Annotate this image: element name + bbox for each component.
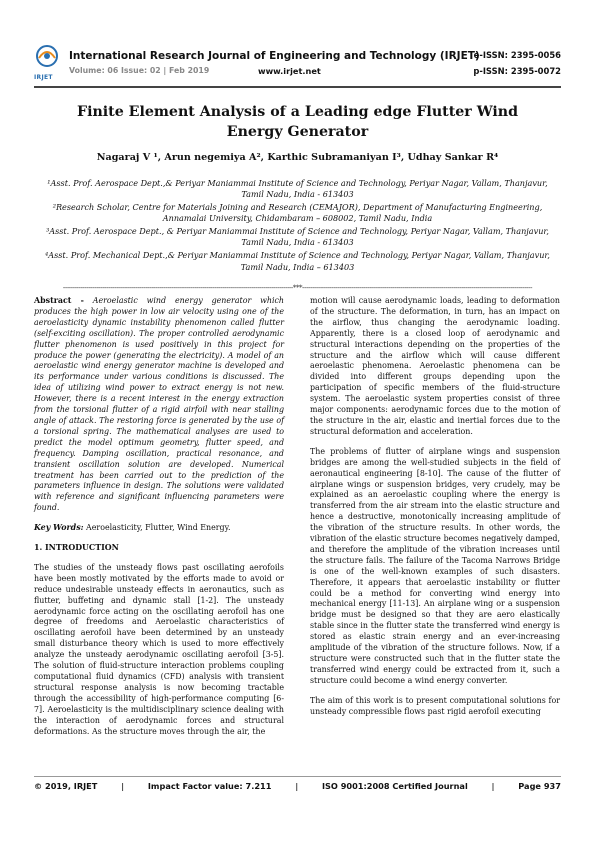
journal-title: International Research Journal of Engineering and Technology (IRJET) [69,50,480,62]
journal-website-link[interactable]: www.irjet.net [258,66,321,76]
footer-rule [34,776,561,777]
right-paragraph-1: motion will cause aerodynamic loads, leading to deformation of the structure. The deformation, in turn, has an impact on the airflow, thus changing the aerodynamic loading. Apparently, there is a closed loop of aerodynamic and structural interactions depending on the properties of the structure and the airflow which will cause different aeroelastic phenomena. Aeroelastic phenomena can be divided into different groups depending upon the participation of specific members of the fluid-structure system. The aeroelastic system properties consist of three major components: aerodynamic forces due to the motion of the structure in the air, elastic and inertial forces due to the structural deformation and acceleration. [310,296,560,436]
copyright: © 2019, IRJET [34,781,98,791]
logo-text: IRJET [34,74,53,81]
intro-heading: 1. INTRODUCTION [34,543,119,553]
affiliation-3: ³Asst. Prof. Aerospace Dept., & Periyar Maniammai Institute of Science and Technology, Periyar Nagar, Vallam, Thanjavur, Tamil Nadu, India - 613403 [46,226,549,248]
keywords [34,523,284,534]
affiliation-1: ¹Asst. Prof. Aerospace Dept.,& Periyar Maniammai Institute of Science and Technology, Periyar Nagar, Vallam, Thanjavur, Tamil Nadu, India - 613403 [47,178,548,200]
keywords-label: Key Words: [34,523,84,533]
intro-paragraph: The studies of the unsteady flows past oscillating aerofoils have been mostly motivated by the efforts made to avoid or reduce undesirable unsteady effects in aeronautics, such as flutter, buffeting and dynamic stall [1-2]. The unsteady aerodynamic force acting on the oscillating aerofoil has one degree of freedoms and Aeroelastic characteristics of oscillating aerofoil have been determined by an unsteady small disturbance theory which is used to more effectively analyze the unsteady aerodynamic oscillating aerofoil [3-5]. The solution of fluid-structure interaction problems coupling computational fluid dynamics (CFD) analysis with transient structural response analysis is now becoming tractable through the accessibility of high-performance computing [6-7]. Aeroelasticity is the multidisciplinary science dealing with the interaction of aerodynamic forces and structural deformations. As the structure moves through the air, the [34,562,284,736]
right-column [310,296,560,727]
paper-title [60,102,535,142]
p-issn: p-ISSN: 2395-0072 [473,66,561,76]
affiliation-4: ⁴Asst. Prof. Mechanical Dept.,& Periyar Maniammai Institute of Science and Technology, Periyar Nagar, Vallam, Thanjavur, Tamil Nadu, India – 613403 [45,250,550,272]
header-rule [34,86,561,88]
author-list: Nagaraj V ¹, Arun negemiya A², Karthic Subramaniyan I³, Udhay Sankar R⁴ [96,152,499,163]
e-issn: e-ISSN: 2395-0056 [473,50,561,60]
affiliation-2: ²Research Scholar, Centre for Materials Joining and Research (CEMAJOR), Department of Manufacturing Engineering, Annamalai University, Chidambaram – 608002, Tamil Nadu, India [52,202,543,224]
impact-factor: Impact Factor value: 7.211 [147,781,272,791]
footer-separator: | [121,781,125,791]
right-paragraph-3: The aim of this work is to present computational solutions for unsteady compressible flows past rigid aerofoil executing [310,695,560,716]
title-line-1: Finite Element Analysis of a Leading edge Flutter Wind [77,104,518,120]
right-paragraph-2: The problems of flutter of airplane wings and suspension bridges are among the well-studied subjects in the field of aeronautical engineering [8-10]. The cause of the flutter of airplane wings or suspension bridges, very crudely, may be explained as an aeroelastic coupling where the energy is transferred from the air stream into the elastic structure and hence a destructive, monotonically increasing amplitude of the vibration of the structure results. In other words, the vibration of the elastic structure becomes negatively damped, and therefore the amplitude of the vibration increases until the structure fails. The failure of the Tacoma Narrows Bridge is one of the well-known examples of such disasters. Therefore, it appears that aeroelastic instability or flutter could be a method for converting wind energy into mechanical energy [11-13]. An airplane wing or a suspension bridge must be designed so that they are aero elastically stable since in the flutter state the transferred wind energy is stored as elastic strain energy and an ever-increasing amplitude of the vibration of the structure follows. Now, if a structure were constructed such that in the flutter state the transferred wind energy could be extracted from it, such a structure could become a wind energy converter. [310,446,560,685]
left-column [34,296,284,746]
keywords-text: Aeroelasticity, Flutter, Wind Energy. [83,523,231,533]
section-divider: ---------------------------------------------------------------------------------------------------------------------***--------------------------------------------------------------------------------------------------------------------- [62,284,533,292]
title-line-2: Energy Generator [226,124,369,140]
page-footer [34,781,561,791]
abstract-text: Aeroelastic wind energy generator which produces the high power in low air velocity using one of the aeroelasticity dynamic instability phenomenon called flutter (self-exciting oscillation). The proper controlled aerodynamic flutter phenomenon is used positively in this project for produce the power (generating the electricity). A model of an aeroelastic wind energy generator machine is developed and its performance under various conditions is discussed. The idea of utilizing wind power to extract energy is not new. However, there is a recent interest in the energy extraction from the torsional flutter of a rigid airfoil with near stalling angle of attack. The restoring force is generated by the use of a torsional spring. The mathematical analyses are used to predict the model optimum geometry, flutter speed, and frequency. Damping oscillation, practical resonance, and transient oscillation solution are developed. Numerical treatment has been carried out to the prediction of the parameters influence in design. The solutions were validated with reference and significant influencing parameters were found. [34,296,285,513]
abstract [34,296,284,514]
iso-certification: ISO 9001:2008 Certified Journal [321,781,468,791]
journal-header [34,44,561,86]
footer-separator: | [295,781,299,791]
page-number: Page 937 [518,781,561,791]
abstract-label: Abstract - [34,296,84,305]
affiliations [40,178,555,274]
volume-issue: Volume: 06 Issue: 02 | Feb 2019 [69,66,210,75]
footer-separator: | [491,781,495,791]
